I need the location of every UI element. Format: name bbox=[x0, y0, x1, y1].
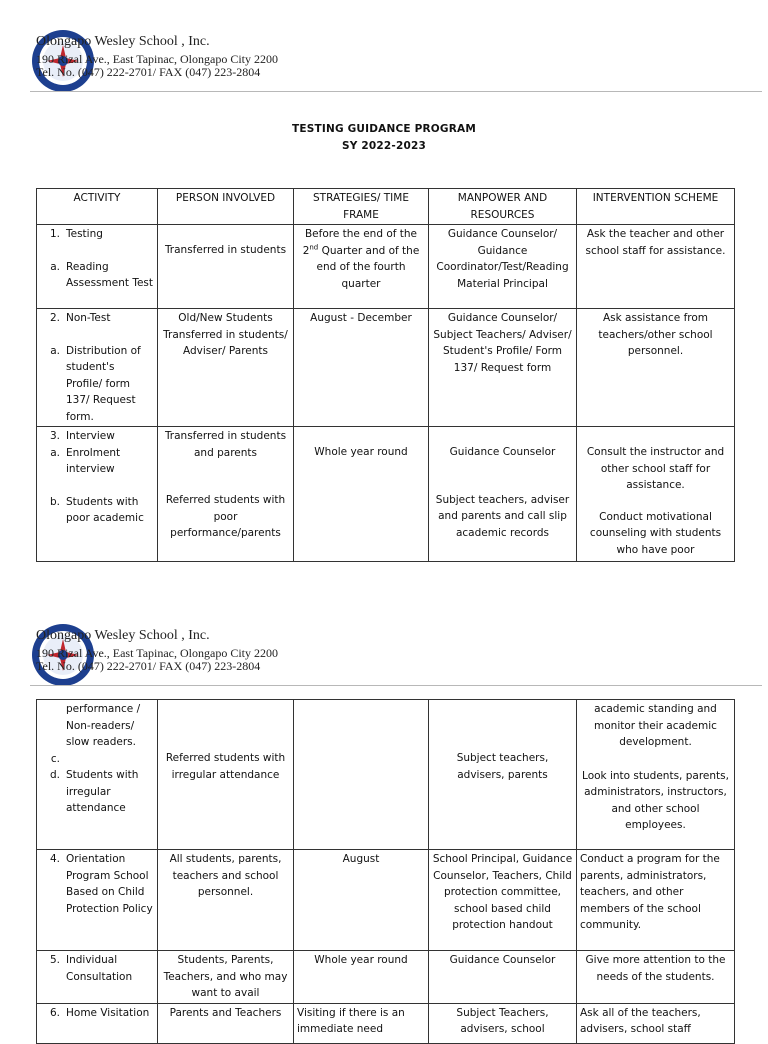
sub-activity: Students with poor academic bbox=[66, 495, 144, 524]
person-cell bbox=[158, 427, 294, 562]
activity-cell bbox=[37, 1003, 158, 1043]
person-involved: Referred students with irregular attendance bbox=[165, 752, 286, 781]
item-number: 5. bbox=[49, 954, 60, 966]
item-number: 1. bbox=[49, 228, 60, 240]
manpower-resources: Guidance Counselor bbox=[449, 446, 556, 458]
manpower-cell bbox=[429, 700, 577, 850]
person-involved: Transferred in students and parents bbox=[164, 430, 287, 459]
table-row bbox=[37, 427, 735, 562]
strategy-cell bbox=[294, 427, 429, 562]
sub-item-letter: a. bbox=[50, 260, 60, 273]
intervention-scheme: Give more attention to the needs of the students. bbox=[585, 954, 726, 983]
manpower-resources: Guidance Counselor/ Guidance Coordinator/Test/Reading Material Principal bbox=[436, 228, 569, 290]
person-involved: Parents and Teachers bbox=[169, 1006, 282, 1019]
strategy-cell bbox=[294, 225, 429, 309]
manpower-resources: Subject Teachers, advisers, school bbox=[456, 1006, 549, 1035]
intervention-cell bbox=[577, 1003, 735, 1043]
person-cell bbox=[158, 951, 294, 1004]
column-header: INTERVENTION SCHEME bbox=[577, 189, 735, 225]
person-cell bbox=[158, 1003, 294, 1043]
manpower-cell bbox=[429, 427, 577, 562]
header-divider bbox=[30, 91, 762, 92]
activity-name: Testing bbox=[66, 228, 103, 240]
header-divider bbox=[30, 685, 762, 686]
strategy-text: Before the end of the 2 bbox=[302, 228, 418, 257]
manpower-cell bbox=[429, 309, 577, 427]
strategy-text: August bbox=[342, 853, 380, 865]
manpower-resources: Subject teachers, advisers, parents bbox=[456, 752, 549, 781]
strategy-text: Visiting if there is an immediate need bbox=[297, 1006, 405, 1035]
person-involved: Referred students with poor performance/parents bbox=[165, 494, 286, 539]
activity-cell bbox=[37, 427, 158, 562]
sub-item-letter: a. bbox=[50, 344, 60, 357]
sub-item-letter: d. bbox=[49, 769, 60, 781]
table-row bbox=[37, 309, 735, 427]
activity-cell bbox=[37, 700, 158, 850]
manpower-resources: Subject teachers, adviser and parents and call slip academic records bbox=[435, 493, 570, 539]
item-number: 6. bbox=[49, 1006, 60, 1019]
manpower-cell bbox=[429, 850, 577, 951]
strategy-cell bbox=[294, 951, 429, 1004]
strategy-cell bbox=[294, 309, 429, 427]
item-number: 4. bbox=[49, 853, 60, 865]
school-name: Olongapo Wesley School , Inc. bbox=[36, 628, 210, 643]
person-cell bbox=[158, 700, 294, 850]
intervention-scheme: Conduct motivational counseling with students who have poor bbox=[589, 510, 722, 556]
table-row bbox=[37, 225, 735, 309]
intervention-cell bbox=[577, 951, 735, 1004]
manpower-cell bbox=[429, 225, 577, 309]
strategy-cell bbox=[294, 850, 429, 951]
activity-name: Home Visitation bbox=[66, 1006, 150, 1019]
table-header-row bbox=[37, 189, 735, 225]
person-cell bbox=[158, 309, 294, 427]
person-involved: All students, parents, teachers and school personnel. bbox=[169, 853, 282, 898]
item-number: 3. bbox=[49, 430, 60, 442]
manpower-cell bbox=[429, 1003, 577, 1043]
sub-activity: Students with irregular attendance bbox=[66, 769, 139, 814]
strategy-cell bbox=[294, 1003, 429, 1043]
sub-item-letter: a. bbox=[50, 446, 60, 459]
manpower-resources: School Principal, Guidance Counselor, Teachers, Child protection committee, school based child protection handout bbox=[432, 853, 573, 931]
activity-cell bbox=[37, 225, 158, 309]
strategy-text: August - December bbox=[310, 312, 412, 324]
intervention-cell bbox=[577, 850, 735, 951]
column-header: STRATEGIES/ TIME FRAME bbox=[294, 189, 429, 225]
document-title: TESTING GUIDANCE PROGRAM bbox=[291, 123, 477, 135]
manpower-resources: Guidance Counselor/ Subject Teachers/ Adviser/ Student's Profile/ Form 137/ Request form bbox=[433, 312, 572, 374]
ordinal-suffix: nd bbox=[309, 243, 319, 251]
strategy-text: Quarter and of the end of the fourth quarter bbox=[316, 244, 420, 290]
guidance-program-table-continued bbox=[36, 699, 735, 1044]
activity-name: Interview bbox=[66, 430, 115, 442]
school-address: 190 Rizal Ave., East Tapinac, Olongapo City 2200 bbox=[36, 52, 279, 66]
sub-item-letter: c. bbox=[50, 752, 60, 765]
manpower-cell bbox=[429, 951, 577, 1004]
person-involved: Students, Parents, Teachers, and who may want to avail bbox=[163, 954, 288, 999]
intervention-scheme: academic standing and monitor their academic development. bbox=[594, 703, 717, 748]
column-header: ACTIVITY bbox=[37, 189, 158, 225]
letterhead bbox=[30, 622, 762, 686]
intervention-cell bbox=[577, 700, 735, 850]
column-header: MANPOWER AND RESOURCES bbox=[429, 189, 577, 225]
intervention-scheme: Ask all of the teachers, advisers, school staff bbox=[580, 1006, 701, 1035]
strategy-text: Whole year round bbox=[314, 446, 408, 458]
intervention-scheme: Ask assistance from teachers/other school personnel. bbox=[598, 312, 713, 357]
intervention-scheme: Ask the teacher and other school staff for assistance. bbox=[585, 228, 726, 257]
intervention-cell bbox=[577, 427, 735, 562]
sub-activity: performance / Non-readers/ slow readers. bbox=[66, 703, 141, 748]
intervention-cell bbox=[577, 225, 735, 309]
person-cell bbox=[158, 850, 294, 951]
sub-activity: Enrolment interview bbox=[66, 446, 121, 475]
school-contact: Tel. No. (047) 222-2701/ FAX (047) 223-2804 bbox=[36, 65, 261, 79]
item-number: 2. bbox=[49, 312, 60, 324]
person-involved: Old/New Students Transferred in students/ Adviser/ Parents bbox=[163, 312, 288, 357]
activity-name: Non-Test bbox=[66, 312, 111, 324]
activity-cell bbox=[37, 850, 158, 951]
activity-cell bbox=[37, 951, 158, 1004]
school-name: Olongapo Wesley School , Inc. bbox=[36, 34, 210, 49]
letterhead bbox=[30, 28, 762, 92]
sub-activity: Distribution of student's Profile/ form 137/ Request form. bbox=[66, 344, 141, 423]
school-address: 190 Rizal Ave., East Tapinac, Olongapo City 2200 bbox=[36, 646, 279, 660]
guidance-program-table bbox=[36, 188, 735, 562]
strategy-cell bbox=[294, 700, 429, 850]
person-cell bbox=[158, 225, 294, 309]
table-row bbox=[37, 700, 735, 850]
person-involved: Transferred in students bbox=[164, 244, 287, 256]
school-contact: Tel. No. (047) 222-2701/ FAX (047) 223-2804 bbox=[36, 659, 261, 673]
activity-name: Individual Consultation bbox=[66, 954, 133, 983]
table-row bbox=[37, 951, 735, 1004]
intervention-scheme: Conduct a program for the parents, administrators, teachers, and other members of the school community. bbox=[580, 853, 720, 931]
school-year: SY 2022-2023 bbox=[341, 140, 427, 152]
intervention-scheme: Look into students, parents, administrators, instructors, and other school employees. bbox=[582, 769, 729, 831]
table-row bbox=[37, 850, 735, 951]
sub-activity: Reading Assessment Test bbox=[66, 260, 153, 289]
strategy-text: Whole year round bbox=[314, 954, 408, 966]
intervention-cell bbox=[577, 309, 735, 427]
manpower-resources: Guidance Counselor bbox=[449, 954, 556, 966]
intervention-scheme: Consult the instructor and other school staff for assistance. bbox=[586, 446, 725, 491]
sub-item-letter: b. bbox=[49, 495, 60, 508]
activity-name: Orientation Program School Based on Child Protection Policy bbox=[66, 853, 153, 915]
column-header: PERSON INVOLVED bbox=[158, 189, 294, 225]
activity-cell bbox=[37, 309, 158, 427]
table-row bbox=[37, 1003, 735, 1043]
